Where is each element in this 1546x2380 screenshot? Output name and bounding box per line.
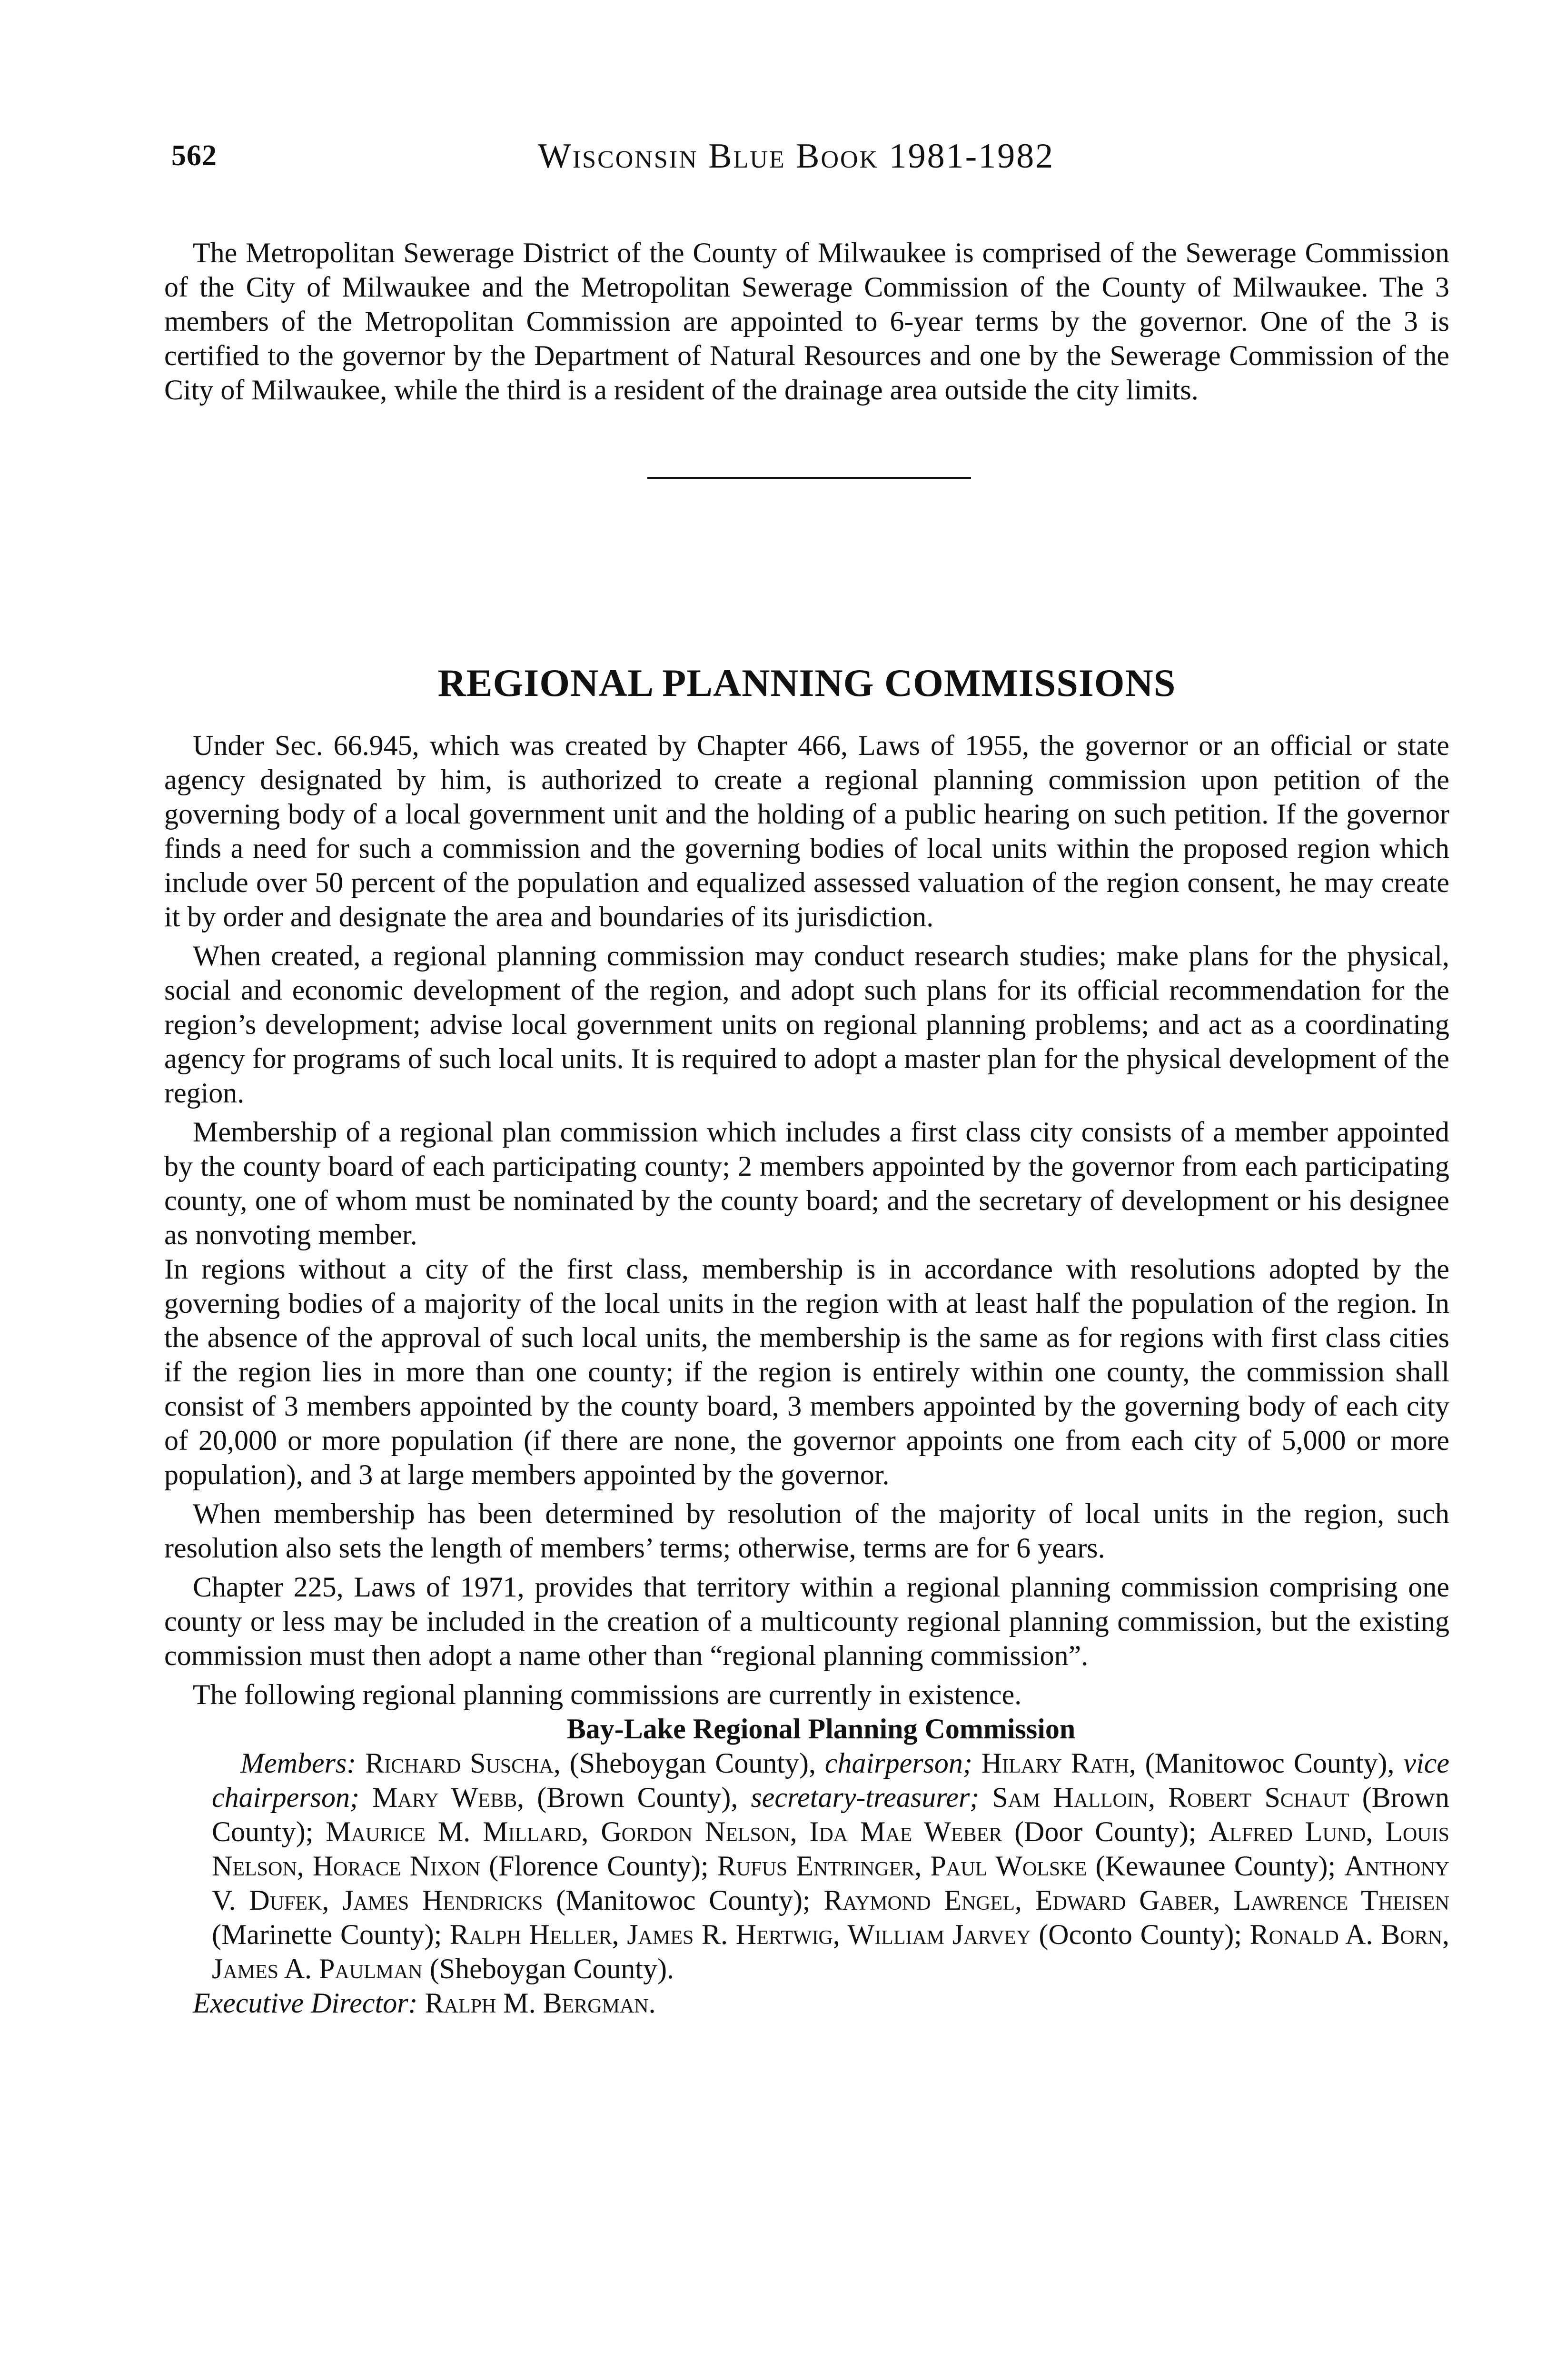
paragraph-chapter-225: Chapter 225, Laws of 1971, provides that territory within a regional planning commission comprising one county or less may be included in the creation of a multicounty regional planning commission, but the existing commission must then adopt a name other than “regional planning commission”. [164, 1571, 1449, 1671]
member-group-names: Anthony V. Dufek, James Hendricks [212, 1850, 1449, 1916]
member-group-county: (Marinette County); [212, 1919, 450, 1950]
member-name: Richard Suscha [365, 1747, 554, 1779]
section-body [164, 728, 1449, 2020]
paragraph-membership-other: In regions without a city of the first class, membership is in accordance with resolutions adopted by the governing bodies of a majority of the local units in the region with at least half the population of the region. In the absence of the approval of such local units, the membership is the same as for regions with first class cities if the region lies in more than one county; if the region is entirely within one county, the commission shall consist of 3 members appointed by the county board, 3 members appointed by the governing body of each city of 20,000 or more population (if there are none, the governor appoints one from each city of 5,000 or more population), and 3 at large members appointed by the governor. [164, 1253, 1449, 1490]
member-group-names: Alfred Lund, Louis Nelson, Horace Nixon [212, 1816, 1449, 1882]
running-title: Wisconsin Blue Book 1981-1982 [538, 137, 1055, 176]
member-county: , (Sheboygan County), [553, 1747, 825, 1779]
section-title: REGIONAL PLANNING COMMISSIONS [437, 661, 1176, 704]
member-group-county: (Brown County); [212, 1782, 1450, 1847]
member-group-county: (Sheboygan County). [422, 1953, 674, 1984]
member-role: secretary-treasurer; [751, 1782, 980, 1813]
paragraph-list-intro: The following regional planning commissions are currently in existence. [193, 1679, 1022, 1710]
member-group-county: (Kewaunee County); [1087, 1850, 1345, 1882]
commission-name: Bay-Lake Regional Planning Commission [566, 1713, 1076, 1745]
member-group-names: Rufus Entringer, Paul Wolske [717, 1850, 1087, 1882]
member-group-county: (Oconto County); [1031, 1919, 1250, 1950]
members-list [164, 1746, 1449, 1986]
executive-label: Executive Director: [193, 1987, 418, 2019]
member-group-county: (Manitowoc County); [543, 1884, 824, 1916]
paragraph-powers: When created, a regional planning commission may conduct research studies; make plans for the physical, social and economic development of the region, and adopt such plans for its official recommendation for the region’s development; advise local government units on regional planning problems; and act as a coordinating agency for programs of such local units. It is required to adopt a master plan for the physical development of the region. [164, 940, 1449, 1109]
executive-name: Ralph M. Bergman. [417, 1987, 656, 2019]
page-header [171, 139, 1457, 191]
paragraph-terms: When membership has been determined by resolution of the majority of local units in the region, such resolution also sets the length of members’ terms; otherwise, terms are for 6 years. [164, 1498, 1449, 1564]
member-group-names: Maurice M. Millard, Gordon Nelson, Ida Mae Weber [326, 1816, 1002, 1847]
member-name: Mary Webb [359, 1782, 517, 1813]
intro-paragraph: The Metropolitan Sewerage District of the County of Milwaukee is comprised of the Sewerage Commission of the City of Milwaukee and the Metropolitan Sewerage Commission of the County of Milwaukee. The 3 members of the Metropolitan Commission are appointed to 6-year terms by the governor. One of the 3 is certified to the governor by the Department of Natural Resources and one by the Sewerage Commission of the City of Milwaukee, while the third is a resident of the drainage area outside the city limits. [164, 237, 1449, 406]
member-group-county: (Florence County); [480, 1850, 717, 1882]
member-county: , (Brown County), [517, 1782, 751, 1813]
section-divider [647, 477, 971, 479]
executive-director [164, 1986, 1449, 2020]
intro-block [164, 236, 1449, 407]
paragraph-membership-first-class: Membership of a regional plan commission which includes a first class city consists of a member appointed by the county board of each participating county; 2 members appointed by the governor from each participating county, one of whom must be nominated by the county board; and the secretary of development or his designee as nonvoting member. [164, 1116, 1449, 1250]
paragraph-statute: Under Sec. 66.945, which was created by Chapter 466, Laws of 1955, the governor or an official or state agency designated by him, is authorized to create a regional planning commission upon petition of the governing body of a local government unit and the holding of a public hearing on such petition. If the governor finds a need for such a commission and the governing bodies of local units within the proposed region which include over 50 percent of the population and equalized assessed valuation of the region consent, he may create it by order and designate the area and boundaries of its jurisdiction. [164, 730, 1449, 932]
member-group-names: Raymond Engel, Edward Gaber, Lawrence Theisen [823, 1884, 1449, 1916]
member-role: chairperson; [824, 1747, 972, 1779]
page-number: 562 [171, 139, 217, 172]
member-role: vice chairperson; [212, 1747, 1450, 1813]
member-county: , (Manitowoc County), [1129, 1747, 1404, 1779]
member-group-names: Ronald A. Born, James A. Paulman [212, 1919, 1450, 1984]
member-name: Hilary Rath [972, 1747, 1129, 1779]
members-label: Members: [240, 1747, 357, 1779]
member-group-names: Sam Halloin, Robert Schaut [979, 1782, 1349, 1813]
member-group-county: (Door County); [1002, 1816, 1209, 1847]
member-group-names: Ralph Heller, James R. Hertwig, William Jarvey [450, 1919, 1031, 1950]
